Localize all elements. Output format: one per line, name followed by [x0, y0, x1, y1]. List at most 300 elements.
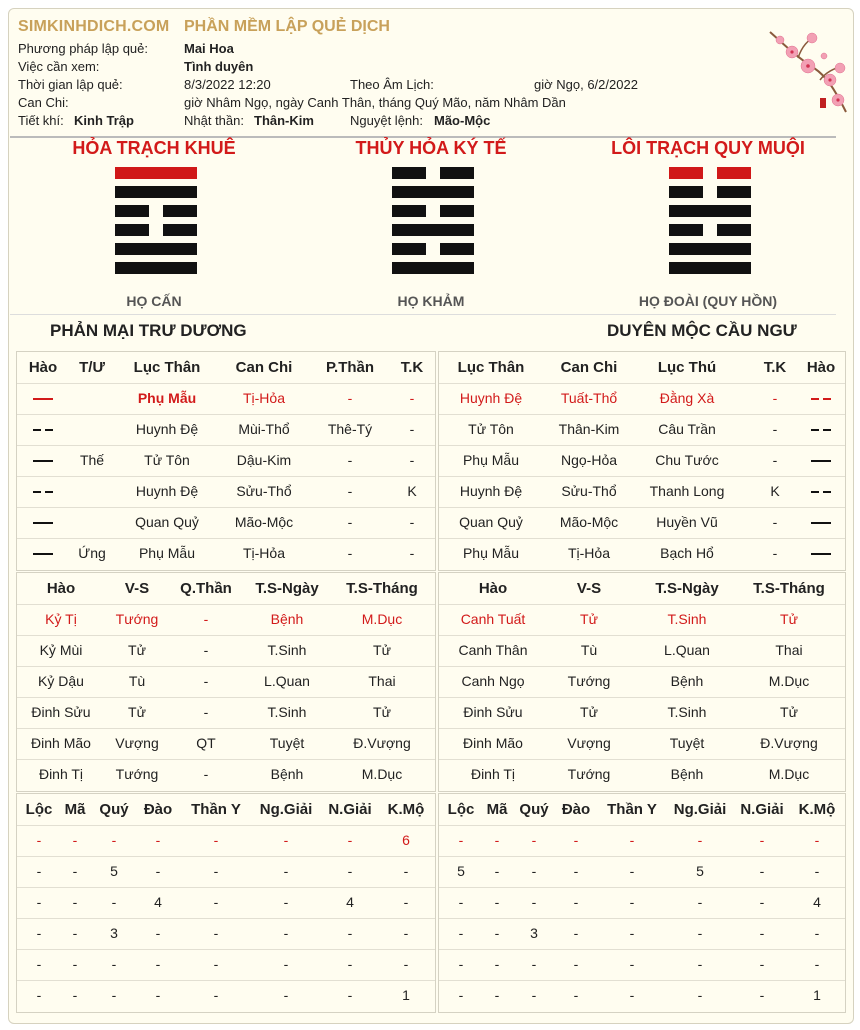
table-cell: Ngọ-Hỏa — [560, 452, 618, 468]
vuong-suy-table-right — [438, 572, 846, 792]
table-row — [17, 980, 435, 1011]
table-cell: - — [494, 894, 500, 910]
table-row — [439, 476, 845, 508]
lunar-label: Theo Âm Lịch: — [350, 77, 434, 92]
canchi-value: giờ Nhâm Ngọ, ngày Canh Thân, tháng Quý Mão, năm Nhâm Dần — [184, 95, 566, 110]
table-cell: - — [458, 894, 464, 910]
hexagram-name-main: HỎA TRẠCH KHUÊ — [72, 138, 236, 158]
table-cell: - — [573, 956, 579, 972]
table-cell: Tử Tôn — [144, 452, 190, 468]
table-cell: - — [203, 642, 209, 658]
time-value: 8/3/2022 12:20 — [184, 77, 271, 92]
table-cell — [21, 414, 65, 445]
table-row — [17, 445, 435, 477]
table-row — [439, 887, 845, 919]
table-cell: M.Dục — [768, 673, 810, 689]
table-cell: - — [111, 956, 117, 972]
table-cell: - — [213, 925, 219, 941]
table-cell: M.Dục — [361, 766, 403, 782]
table-cell: T.Sinh — [267, 704, 307, 720]
table-row — [17, 507, 435, 539]
table-cell: - — [814, 925, 820, 941]
table-cell: Tử — [128, 642, 146, 658]
table-row — [17, 697, 435, 729]
app-title: PHẦN MỀM LẬP QUẺ DỊCH — [184, 18, 390, 35]
table-cell: 3 — [110, 925, 118, 941]
table-cell: Tuyệt — [669, 735, 705, 751]
column-header: K.Mộ — [387, 801, 425, 818]
table-cell: Huynh Đệ — [459, 390, 523, 406]
yang-line-icon — [33, 522, 53, 524]
column-header: N.Giải — [740, 801, 784, 818]
table-cell: - — [347, 483, 353, 499]
hexagram-house-main: HỌ CẤN — [126, 293, 182, 309]
table-cell: K — [407, 483, 417, 499]
table-cell: - — [283, 863, 289, 879]
table-cell: 6 — [402, 832, 410, 848]
table-header-row — [17, 352, 435, 384]
table-cell: - — [531, 956, 537, 972]
hexagram-separator — [10, 314, 836, 315]
table-cell: - — [283, 894, 289, 910]
table-cell: - — [111, 894, 117, 910]
table-cell — [801, 414, 841, 445]
yang-line-icon — [811, 460, 831, 462]
table-cell: 3 — [530, 925, 538, 941]
table-cell: - — [697, 925, 703, 941]
table-cell: - — [36, 987, 42, 1003]
table-cell: - — [772, 421, 778, 437]
hexagram-house-mutual: HỌ KHẢM — [397, 293, 465, 309]
table-cell: Canh Thân — [458, 642, 528, 658]
subtitle-left: PHẢN MẠI TRƯ DƯƠNG — [50, 321, 247, 340]
table-cell: - — [759, 832, 765, 848]
yang-line-icon — [33, 460, 53, 462]
table-cell: Tù — [128, 673, 146, 689]
plum-blossom-icon — [768, 28, 850, 120]
table-cell: - — [629, 925, 635, 941]
hexagram-line-yang — [115, 243, 197, 255]
table-cell — [801, 445, 841, 476]
hexagram-line-yin — [392, 243, 474, 255]
table-cell: Thê-Tý — [327, 421, 373, 437]
table-cell — [801, 383, 841, 414]
table-cell: - — [72, 987, 78, 1003]
hexagram-main — [115, 167, 197, 281]
hexagram-line-yin — [115, 224, 197, 236]
table-row — [439, 918, 845, 950]
table-cell: - — [494, 832, 500, 848]
tietkhi-label: Tiết khí: — [18, 113, 64, 128]
hexagram-line-yang — [392, 262, 474, 274]
column-header: Ng.Giải — [259, 801, 313, 818]
column-header: Thần Y — [191, 801, 241, 818]
table-cell: Tướng — [567, 766, 611, 782]
table-cell: Bệnh — [670, 673, 704, 689]
table-cell: T.Sinh — [267, 642, 307, 658]
yin-line-icon — [811, 429, 831, 431]
table-cell: Mùi-Thổ — [238, 421, 290, 437]
table-cell: QT — [196, 735, 216, 751]
table-cell — [21, 476, 65, 507]
table-cell: M.Dục — [361, 611, 403, 627]
table-row — [439, 414, 845, 446]
table-cell: Thai — [775, 642, 803, 658]
table-header-row — [17, 794, 435, 826]
table-cell: - — [409, 421, 415, 437]
table-row — [439, 759, 845, 790]
column-header: Lục Thân — [457, 359, 525, 376]
column-header: Hào — [806, 359, 836, 376]
table-cell: Mão-Mộc — [559, 514, 619, 530]
column-header: N.Giải — [328, 801, 372, 818]
table-cell: 4 — [154, 894, 162, 910]
table-cell: - — [283, 956, 289, 972]
hexagram-line-yang — [669, 262, 751, 274]
table-cell: 4 — [346, 894, 354, 910]
hexagram-line-yin — [669, 167, 751, 179]
table-cell: Đinh Sửu — [463, 704, 523, 720]
table-cell: Đinh Mão — [463, 735, 523, 751]
table-row — [17, 476, 435, 508]
table-cell: Chu Tước — [655, 452, 719, 468]
table-cell: Tử — [373, 642, 391, 658]
column-header: T.S-Tháng — [753, 580, 825, 597]
table-cell: Phụ Mẫu — [462, 452, 520, 468]
table-cell: 5 — [457, 863, 465, 879]
table-cell: Tuyệt — [269, 735, 305, 751]
table-cell: 1 — [813, 987, 821, 1003]
hexagram-line-yang — [669, 243, 751, 255]
table-cell — [801, 476, 841, 507]
table-cell: - — [72, 956, 78, 972]
table-cell: - — [347, 452, 353, 468]
table-cell: T.Sinh — [667, 611, 707, 627]
table-cell: - — [155, 832, 161, 848]
column-header: P.Thần — [325, 359, 375, 376]
table-cell: - — [283, 987, 289, 1003]
table-row — [17, 604, 435, 636]
table-cell: Đằng Xà — [659, 390, 715, 406]
table-cell: - — [403, 894, 409, 910]
table-cell: - — [772, 452, 778, 468]
nguyetlenh-value: Mão-Mộc — [434, 113, 491, 128]
table-cell: Tướng — [115, 766, 159, 782]
table-cell: - — [213, 894, 219, 910]
table-cell: Tị-Hỏa — [567, 545, 610, 561]
table-cell — [21, 445, 65, 476]
table-cell: - — [531, 863, 537, 879]
table-cell: - — [72, 894, 78, 910]
table-cell: Tử Tôn — [468, 421, 514, 437]
table-cell: - — [814, 863, 820, 879]
table-cell — [69, 383, 115, 414]
table-cell: Bệnh — [270, 611, 304, 627]
table-cell: K — [770, 483, 780, 499]
table-cell — [21, 538, 65, 569]
column-header: Hào — [46, 580, 76, 597]
table-cell: - — [573, 925, 579, 941]
than-sat-table-right — [438, 793, 846, 1013]
table-cell: - — [409, 390, 415, 406]
table-cell — [801, 538, 841, 569]
table-cell: 4 — [813, 894, 821, 910]
table-cell: - — [759, 987, 765, 1003]
table-header-row — [439, 573, 845, 605]
table-cell: Thế — [79, 452, 105, 468]
table-cell: - — [36, 863, 42, 879]
column-header: Thần Y — [607, 801, 657, 818]
table-row — [17, 918, 435, 950]
table-cell: T.Sinh — [667, 704, 707, 720]
column-header: Q.Thần — [180, 580, 232, 597]
table-cell: 5 — [696, 863, 704, 879]
table-cell: Phụ Mẫu — [137, 390, 197, 406]
table-row — [439, 538, 845, 569]
table-cell: - — [458, 987, 464, 1003]
table-cell: Phụ Mẫu — [138, 545, 196, 561]
yang-line-icon — [811, 522, 831, 524]
table-cell: Tử — [580, 704, 598, 720]
table-cell: - — [458, 925, 464, 941]
table-header-row — [17, 573, 435, 605]
column-header: Can Chi — [235, 359, 293, 376]
nhatthan-value: Thân-Kim — [254, 113, 314, 128]
table-row — [17, 856, 435, 888]
hexagram-house-changed: HỌ ĐOÀI (QUY HỒN) — [638, 293, 778, 309]
table-cell: Tử — [780, 611, 798, 627]
table-cell: - — [629, 956, 635, 972]
table-cell: - — [347, 514, 353, 530]
table-cell — [69, 414, 115, 445]
table-cell: Đinh Tị — [470, 766, 516, 782]
hexagram-line-yin — [669, 224, 751, 236]
table-cell: - — [697, 987, 703, 1003]
hexagram-line-yang — [392, 224, 474, 236]
table-cell: - — [36, 925, 42, 941]
column-header: Can Chi — [560, 359, 618, 376]
table-cell: Tù — [580, 642, 598, 658]
table-row — [439, 445, 845, 477]
table-row — [439, 980, 845, 1011]
table-cell — [69, 507, 115, 538]
table-cell: Vượng — [115, 735, 159, 751]
topic-label: Việc cần xem: — [18, 59, 100, 74]
column-header: Quý — [99, 801, 129, 818]
column-header: T.K — [400, 359, 424, 376]
table-cell: - — [494, 863, 500, 879]
table-cell: - — [759, 925, 765, 941]
table-cell: - — [347, 390, 353, 406]
table-cell: - — [531, 894, 537, 910]
method-label: Phương pháp lập quẻ: — [18, 41, 148, 56]
yin-line-icon — [33, 429, 53, 431]
table-row — [17, 383, 435, 415]
table-row — [17, 825, 435, 857]
column-header: Lộc — [447, 801, 475, 818]
table-row — [439, 949, 845, 981]
table-cell: - — [759, 956, 765, 972]
hexagram-line-yin — [392, 167, 474, 179]
table-cell: - — [573, 863, 579, 879]
table-cell: Thanh Long — [649, 483, 725, 499]
column-header: Đào — [561, 801, 591, 818]
yin-line-icon — [811, 491, 831, 493]
column-header: T.S-Ngày — [255, 580, 319, 597]
table-cell: - — [155, 956, 161, 972]
table-row — [439, 507, 845, 539]
table-cell: - — [772, 390, 778, 406]
table-cell: - — [814, 956, 820, 972]
table-cell: - — [155, 987, 161, 1003]
column-header: Đào — [143, 801, 173, 818]
vuong-suy-table-left — [16, 572, 436, 792]
column-header: Mã — [486, 801, 508, 818]
table-cell — [69, 476, 115, 507]
table-cell: - — [111, 987, 117, 1003]
table-cell: - — [203, 704, 209, 720]
column-header: Lục Thân — [133, 359, 201, 376]
table-row — [439, 856, 845, 888]
table-cell: - — [203, 611, 209, 627]
table-cell: Tử — [780, 704, 798, 720]
table-cell: Phụ Mẫu — [462, 545, 520, 561]
table-cell: Ứng — [78, 545, 106, 561]
hexagram-changed — [669, 167, 751, 281]
yin-line-icon — [811, 398, 831, 400]
table-header-row — [439, 352, 845, 384]
column-header: T.K — [763, 359, 787, 376]
column-header: T.S-Ngày — [655, 580, 719, 597]
table-cell: M.Dục — [768, 766, 810, 782]
hexagram-line-yin — [115, 205, 197, 217]
table-row — [439, 383, 845, 415]
table-cell: Tử — [128, 704, 146, 720]
table-cell: Sửu-Thổ — [236, 483, 292, 499]
column-header: V-S — [576, 580, 602, 597]
table-cell: - — [213, 863, 219, 879]
table-row — [439, 697, 845, 729]
tietkhi-value: Kinh Trập — [74, 113, 134, 128]
table-cell: Đinh Sửu — [31, 704, 91, 720]
table-cell: L.Quan — [664, 642, 710, 658]
table-cell: Huynh Đệ — [135, 421, 199, 437]
table-cell: Dậu-Kim — [236, 452, 292, 468]
table-cell: L.Quan — [264, 673, 310, 689]
table-row — [17, 887, 435, 919]
table-cell: - — [36, 832, 42, 848]
table-cell: Kỷ Tị — [45, 611, 77, 627]
method-value: Mai Hoa — [184, 41, 234, 56]
table-cell: - — [772, 514, 778, 530]
table-cell: - — [409, 545, 415, 561]
table-cell: - — [629, 863, 635, 879]
table-cell: - — [403, 956, 409, 972]
canchi-label: Can Chi: — [18, 95, 69, 110]
column-header: K.Mộ — [798, 801, 836, 818]
table-cell: - — [629, 894, 635, 910]
table-cell: Tuất-Thổ — [560, 390, 618, 406]
luc-than-table-right — [438, 351, 846, 571]
table-cell: Canh Ngọ — [461, 673, 525, 689]
table-cell: Tử — [580, 611, 598, 627]
table-cell: Thai — [368, 673, 396, 689]
than-sat-table-left — [16, 793, 436, 1013]
hexagram-line-yang — [115, 186, 197, 198]
table-cell: - — [111, 832, 117, 848]
table-cell: Tử — [373, 704, 391, 720]
hexagram-line-yang — [392, 186, 474, 198]
table-row — [17, 728, 435, 760]
table-cell: Kỷ Dậu — [38, 673, 84, 689]
table-cell: Đ.Vượng — [353, 735, 411, 751]
time-label: Thời gian lập quẻ: — [18, 77, 123, 92]
table-cell: - — [155, 863, 161, 879]
column-header: Quý — [519, 801, 549, 818]
yang-line-icon — [811, 553, 831, 555]
table-row — [17, 759, 435, 790]
table-cell: Tướng — [567, 673, 611, 689]
table-cell: - — [403, 925, 409, 941]
table-cell: - — [573, 987, 579, 1003]
table-row — [17, 538, 435, 569]
table-cell: Bệnh — [670, 766, 704, 782]
table-cell: - — [36, 894, 42, 910]
table-cell: - — [72, 832, 78, 848]
table-cell: Thân-Kim — [558, 421, 620, 437]
hexagram-line-yang — [115, 262, 197, 274]
column-header: T/Ư — [79, 359, 105, 376]
column-header: Lục Thú — [657, 359, 717, 376]
yin-line-icon — [33, 491, 53, 493]
table-cell: Đ.Vượng — [760, 735, 818, 751]
table-cell: - — [458, 956, 464, 972]
table-cell: - — [772, 545, 778, 561]
table-cell: - — [347, 863, 353, 879]
site-logo[interactable]: SIMKINHDICH.COM — [18, 18, 170, 35]
column-header: Hào — [28, 359, 58, 376]
table-cell: Đinh Mão — [31, 735, 91, 751]
table-cell: - — [347, 832, 353, 848]
subtitle-right: DUYÊN MỘC CẦU NGƯ — [607, 321, 797, 340]
nguyetlenh-label: Nguyệt lệnh: — [350, 113, 423, 128]
table-cell: Câu Trần — [658, 421, 716, 437]
table-cell: - — [697, 956, 703, 972]
table-cell: - — [409, 514, 415, 530]
table-row — [439, 635, 845, 667]
table-header-row — [439, 794, 845, 826]
table-cell: Sửu-Thổ — [561, 483, 617, 499]
table-row — [17, 666, 435, 698]
table-cell: 1 — [402, 987, 410, 1003]
table-cell: - — [203, 673, 209, 689]
yang-line-icon — [33, 553, 53, 555]
column-header: T.S-Tháng — [346, 580, 418, 597]
table-cell: - — [72, 925, 78, 941]
table-cell: Bệnh — [270, 766, 304, 782]
hexagram-mutual — [392, 167, 474, 281]
table-cell: - — [283, 832, 289, 848]
table-cell: - — [213, 956, 219, 972]
hexagram-line-yin — [392, 205, 474, 217]
column-header: Hào — [478, 580, 508, 597]
table-cell: - — [347, 956, 353, 972]
table-row — [439, 604, 845, 636]
table-cell: - — [283, 925, 289, 941]
table-cell: - — [629, 987, 635, 1003]
table-cell: - — [494, 956, 500, 972]
table-cell: - — [155, 925, 161, 941]
